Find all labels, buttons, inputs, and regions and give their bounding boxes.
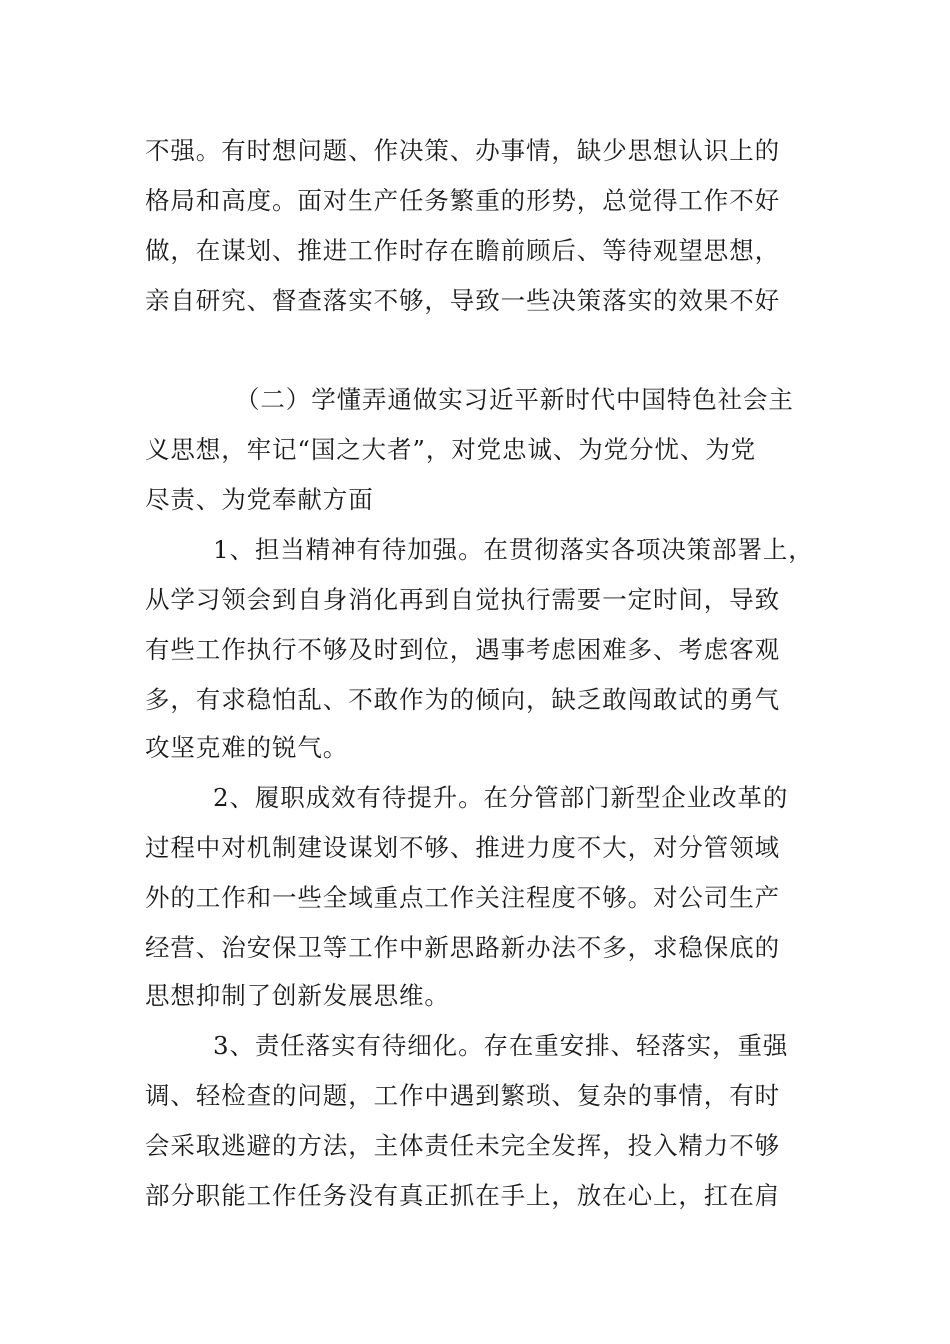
- text-line: 调、轻检查的问题，工作中遇到繁琐、复杂的事情，有时: [145, 1081, 780, 1110]
- text-line: 做，在谋划、推进工作时存在瞻前顾后、等待观望思想，: [145, 236, 780, 265]
- section-heading-line: （二）学懂弄通做实习近平新时代中国特色社会主: [235, 385, 794, 414]
- text-line: 思想抑制了创新发展思维。: [145, 981, 450, 1010]
- section-heading-line: 义思想，牢记“国之大者”，对党忠诚、为党分忧、为党: [145, 435, 757, 464]
- text-line: 1、担当精神有待加强。在贯彻落实各项决策部署上，: [213, 535, 814, 564]
- text-line: 格局和高度。面对生产任务繁重的形势，总觉得工作不好: [145, 186, 780, 215]
- text-line: 攻坚克难的锐气。: [145, 733, 349, 762]
- text-line: 从学习领会到自身消化再到自觉执行需要一定时间，导致: [145, 585, 780, 614]
- text-line: 有些工作执行不够及时到位，遇事考虑困难多、考虑客观: [145, 635, 780, 664]
- text-line: 过程中对机制建设谋划不够、推进力度不大，对分管领域: [145, 833, 780, 862]
- text-line: 3、责任落实有待细化。存在重安排、轻落实，重强: [213, 1031, 789, 1060]
- text-line: 外的工作和一些全域重点工作关注程度不够。对公司生产: [145, 883, 780, 912]
- section-heading-line: 尽责、为党奉献方面: [145, 485, 374, 514]
- text-line: 会采取逃避的方法，主体责任未完全发挥，投入精力不够: [145, 1131, 780, 1160]
- text-line: 2、履职成效有待提升。在分管部门新型企业改革的: [213, 783, 789, 812]
- text-line: 多，有求稳怕乱、不敢作为的倾向，缺乏敢闯敢试的勇气: [145, 685, 780, 714]
- text-line: 经营、治安保卫等工作中新思路新办法不多，求稳保底的: [145, 933, 780, 962]
- text-line: 部分职能工作任务没有真正抓在手上，放在心上，扛在肩: [145, 1181, 780, 1210]
- text-line: 不强。有时想问题、作决策、办事情，缺少思想认识上的: [145, 136, 780, 165]
- text-line: 亲自研究、督查落实不够，导致一些决策落实的效果不好: [145, 286, 780, 315]
